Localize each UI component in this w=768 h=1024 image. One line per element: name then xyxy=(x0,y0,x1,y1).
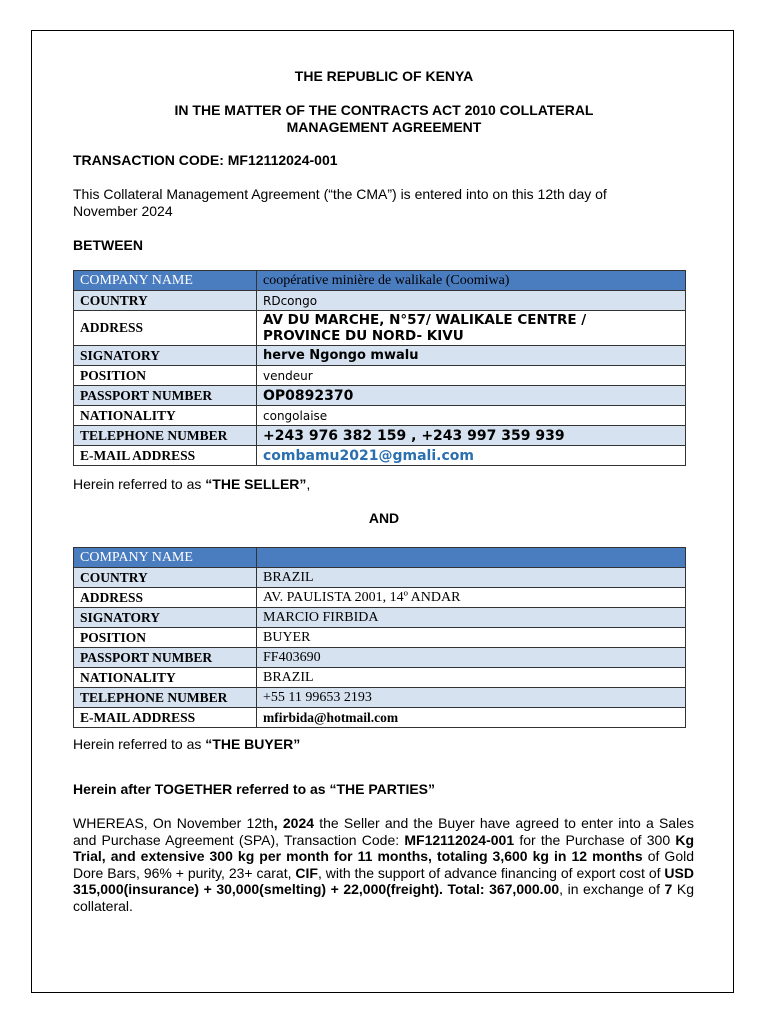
buyer-reference-prefix: Herein referred to as xyxy=(73,736,206,752)
seller-reference-suffix: , xyxy=(306,476,311,492)
matter-heading-line-1: IN THE MATTER OF THE CONTRACTS ACT 2010 COLLATERAL xyxy=(174,102,594,118)
passport-label: PASSPORT NUMBER xyxy=(74,648,257,668)
position-value: vendeur xyxy=(257,366,686,386)
table-row xyxy=(74,271,686,291)
position-value: BUYER xyxy=(257,628,686,648)
buyer-reference xyxy=(73,736,300,752)
nationality-label: NATIONALITY xyxy=(74,668,257,688)
seller-table xyxy=(73,270,686,466)
whereas-text: the Seller and the Buyer have agreed to enter into a Sales and Purchase Agreement (SPA), Transaction Code: xyxy=(73,815,694,848)
nationality-value: congolaise xyxy=(257,406,686,426)
address-value: AV. PAULISTA 2001, 14º ANDAR xyxy=(257,588,686,608)
table-row xyxy=(74,668,686,688)
telephone-value: +55 11 99653 2193 xyxy=(257,688,686,708)
address-line-1: AV DU MARCHE, N°57/ WALIKALE CENTRE / xyxy=(263,312,587,328)
table-row xyxy=(74,426,686,446)
country-value: BRAZIL xyxy=(257,568,686,588)
table-row xyxy=(74,588,686,608)
whereas-collateral-amount: 7 xyxy=(664,881,673,897)
whereas-text: of Gold Dore Bars, 96% + purity, 23+ carat, xyxy=(73,848,695,881)
signatory-label: SIGNATORY xyxy=(74,346,257,366)
table-row xyxy=(74,608,686,628)
email-label: E-MAIL ADDRESS xyxy=(74,708,257,728)
email-label: E-MAIL ADDRESS xyxy=(74,446,257,466)
country-value: RDcongo xyxy=(257,291,686,311)
table-row xyxy=(74,446,686,466)
whereas-text: WHEREAS, On November 12th xyxy=(73,815,274,831)
nationality-value: BRAZIL xyxy=(257,668,686,688)
seller-reference-name: “THE SELLER” xyxy=(205,476,307,492)
table-row xyxy=(74,648,686,668)
whereas-incoterm: CIF xyxy=(295,864,318,881)
table-row xyxy=(74,311,686,346)
position-label: POSITION xyxy=(74,628,257,648)
and-heading: AND xyxy=(368,510,400,526)
whereas-quantity-terms: Kg Trial, and extensive 300 kg per month for 11 months, totaling 3,600 kg in 12 months xyxy=(73,831,694,864)
nationality-label: NATIONALITY xyxy=(74,406,257,426)
passport-value: FF403690 xyxy=(257,648,686,668)
transaction-code: TRANSACTION CODE: MF12112024-001 xyxy=(73,152,338,168)
signatory-value: MARCIO FIRBIDA xyxy=(257,608,686,628)
signatory-label: SIGNATORY xyxy=(74,608,257,628)
table-row xyxy=(74,406,686,426)
seller-reference xyxy=(73,476,310,492)
whereas-text: , with the support of advance financing of export cost of xyxy=(317,864,665,881)
whereas-text: , in exchange of xyxy=(559,881,665,897)
address-line-2: PROVINCE DU NORD- KIVU xyxy=(263,328,464,344)
whereas-transaction-code: MF12112024-001 xyxy=(404,831,515,848)
matter-heading-line-2: MANAGEMENT AGREEMENT xyxy=(286,119,482,135)
passport-label: PASSPORT NUMBER xyxy=(74,386,257,406)
telephone-label: TELEPHONE NUMBER xyxy=(74,426,257,446)
table-row xyxy=(74,688,686,708)
table-row xyxy=(74,386,686,406)
signatory-value: herve Ngongo mwalu xyxy=(257,346,686,366)
seller-reference-prefix: Herein referred to as xyxy=(73,476,206,492)
document-title: THE REPUBLIC OF KENYA xyxy=(294,68,474,84)
email-value: mfirbida@hotmail.com xyxy=(257,708,686,728)
table-row xyxy=(74,548,686,568)
passport-value: OP0892370 xyxy=(257,386,686,406)
table-row xyxy=(74,291,686,311)
country-label: COUNTRY xyxy=(74,291,257,311)
country-label: COUNTRY xyxy=(74,568,257,588)
between-heading: BETWEEN xyxy=(73,237,143,253)
telephone-label: TELEPHONE NUMBER xyxy=(74,688,257,708)
whereas-year: , 2024 xyxy=(273,815,315,831)
buyer-reference-name: “THE BUYER” xyxy=(205,736,301,752)
table-row xyxy=(74,568,686,588)
table-row xyxy=(74,708,686,728)
table-row xyxy=(74,346,686,366)
email-link[interactable]: combamu2021@gmali.com xyxy=(257,446,686,466)
telephone-value: +243 976 382 159 , +243 997 359 939 xyxy=(257,426,686,446)
buyer-table xyxy=(73,547,686,728)
intro-line-1: This Collateral Management Agreement (“the CMA”) is entered into on this 12th day of xyxy=(73,186,607,202)
table-row xyxy=(74,366,686,386)
address-label: ADDRESS xyxy=(74,588,257,608)
table-row xyxy=(74,628,686,648)
company-name-value xyxy=(257,548,686,568)
position-label: POSITION xyxy=(74,366,257,386)
address-label: ADDRESS xyxy=(74,311,257,346)
whereas-text: for the Purchase of 300 xyxy=(514,831,676,848)
parties-heading: Herein after TOGETHER referred to as “THE PARTIES” xyxy=(73,781,436,797)
company-name-label: COMPANY NAME xyxy=(74,548,257,568)
intro-line-2: November 2024 xyxy=(73,203,173,219)
whereas-paragraph xyxy=(73,815,694,914)
whereas-text: Kg collateral. xyxy=(73,881,695,914)
whereas-financing-amount: USD 315,000(insurance) + 30,000(smelting) + 22,000(freight). Total: 367,000.00 xyxy=(73,864,694,897)
address-value xyxy=(257,311,686,346)
company-name-value: coopérative minière de walikale (Coomiwa) xyxy=(257,271,686,291)
company-name-label: COMPANY NAME xyxy=(74,271,257,291)
